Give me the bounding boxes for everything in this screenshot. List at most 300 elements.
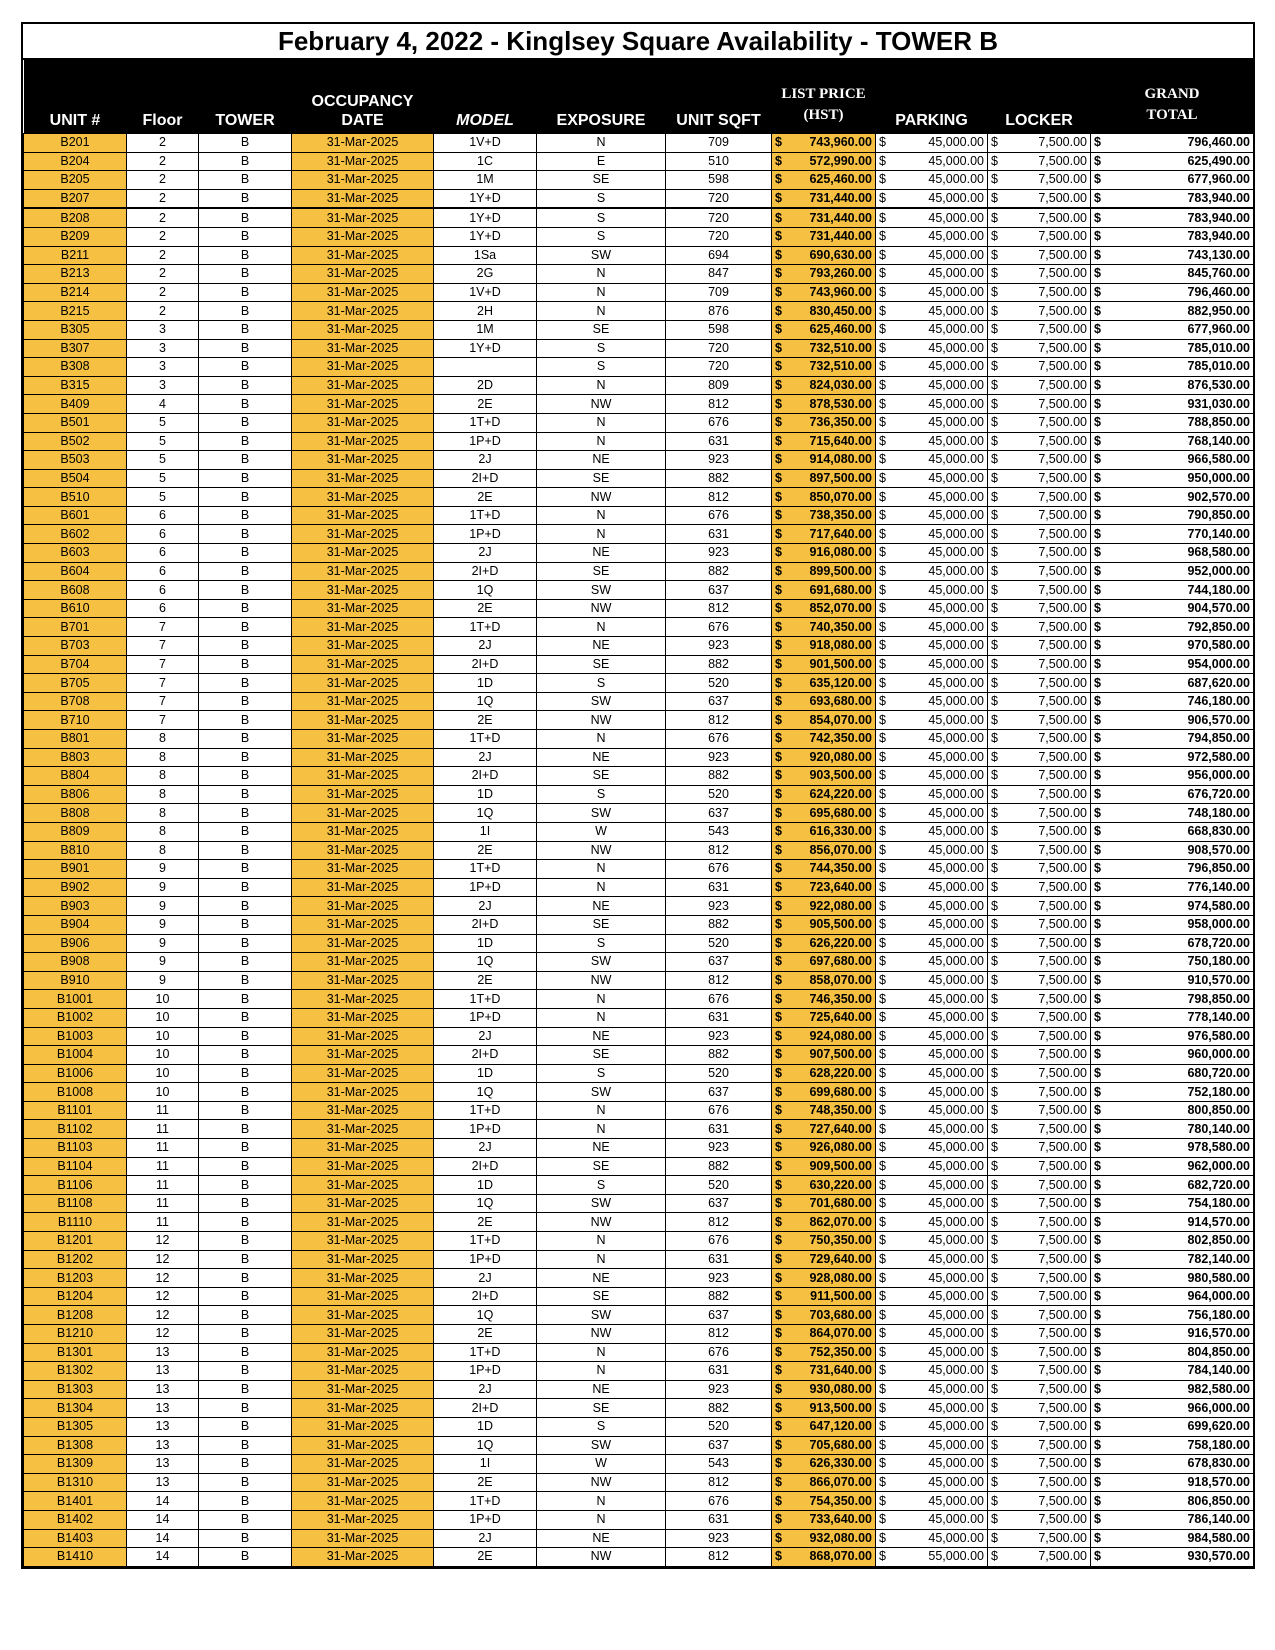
parking-cell: $ 45,000.00 bbox=[876, 1399, 988, 1418]
floor-cell: 11 bbox=[127, 1101, 199, 1120]
occupancy-date-cell: 31-Mar-2025 bbox=[292, 822, 434, 841]
parking-cell: $ 45,000.00 bbox=[876, 562, 988, 581]
unit-sqft-cell: 637 bbox=[666, 1194, 772, 1213]
locker-cell: $ 7,500.00 bbox=[988, 189, 1091, 208]
occupancy-date-cell: 31-Mar-2025 bbox=[292, 897, 434, 916]
unit-sqft-cell: 709 bbox=[666, 134, 772, 153]
exposure-cell: SE bbox=[537, 171, 666, 190]
model-cell: 2E bbox=[434, 841, 537, 860]
model-cell: 2E bbox=[434, 395, 537, 414]
model-cell: 2I+D bbox=[434, 1046, 537, 1065]
table-row bbox=[24, 1548, 1254, 1567]
locker-cell: $ 7,500.00 bbox=[988, 990, 1091, 1009]
parking-cell: $ 45,000.00 bbox=[876, 1194, 988, 1213]
exposure-cell: SE bbox=[537, 915, 666, 934]
tower-cell: B bbox=[199, 152, 292, 171]
locker-cell: $ 7,500.00 bbox=[988, 320, 1091, 339]
grand-total-cell: $ 916,570.00 bbox=[1091, 1325, 1254, 1344]
tower-cell: B bbox=[199, 1157, 292, 1176]
unit-cell: B610 bbox=[24, 599, 127, 618]
exposure-cell: NW bbox=[537, 711, 666, 730]
model-cell: 1Y+D bbox=[434, 208, 537, 227]
model-cell: 1T+D bbox=[434, 506, 537, 525]
grand-total-cell: $ 914,570.00 bbox=[1091, 1213, 1254, 1232]
model-cell: 2J bbox=[434, 1139, 537, 1158]
unit-sqft-cell: 812 bbox=[666, 488, 772, 507]
grand-total-cell: $ 910,570.00 bbox=[1091, 971, 1254, 990]
occupancy-date-cell: 31-Mar-2025 bbox=[292, 544, 434, 563]
table-row bbox=[24, 413, 1254, 432]
occupancy-date-cell: 31-Mar-2025 bbox=[292, 208, 434, 227]
floor-cell: 6 bbox=[127, 562, 199, 581]
tower-cell: B bbox=[199, 1380, 292, 1399]
parking-cell: $ 45,000.00 bbox=[876, 1101, 988, 1120]
exposure-cell: NE bbox=[537, 748, 666, 767]
model-cell: 2I+D bbox=[434, 562, 537, 581]
occupancy-date-cell: 31-Mar-2025 bbox=[292, 1529, 434, 1548]
model-cell: 1P+D bbox=[434, 525, 537, 544]
list-price-cell: $ 743,960.00 bbox=[772, 283, 876, 302]
grand-total-cell: $ 802,850.00 bbox=[1091, 1232, 1254, 1251]
table-row bbox=[24, 692, 1254, 711]
exposure-cell: SW bbox=[537, 1306, 666, 1325]
floor-cell: 14 bbox=[127, 1529, 199, 1548]
parking-cell: $ 45,000.00 bbox=[876, 1380, 988, 1399]
unit-sqft-cell: 882 bbox=[666, 1157, 772, 1176]
occupancy-date-cell: 31-Mar-2025 bbox=[292, 953, 434, 972]
model-cell: 2E bbox=[434, 488, 537, 507]
unit-sqft-cell: 812 bbox=[666, 1548, 772, 1567]
unit-cell: B710 bbox=[24, 711, 127, 730]
model-cell: 2J bbox=[434, 748, 537, 767]
unit-cell: B810 bbox=[24, 841, 127, 860]
table-row bbox=[24, 1194, 1254, 1213]
table-row bbox=[24, 655, 1254, 674]
list-price-cell: $ 858,070.00 bbox=[772, 971, 876, 990]
model-cell: 2D bbox=[434, 376, 537, 395]
unit-cell: B204 bbox=[24, 152, 127, 171]
floor-cell: 6 bbox=[127, 599, 199, 618]
occupancy-date-cell: 31-Mar-2025 bbox=[292, 990, 434, 1009]
parking-cell: $ 45,000.00 bbox=[876, 1008, 988, 1027]
floor-cell: 8 bbox=[127, 841, 199, 860]
exposure-cell: N bbox=[537, 990, 666, 1009]
occupancy-date-cell: 31-Mar-2025 bbox=[292, 915, 434, 934]
model-cell: 1M bbox=[434, 171, 537, 190]
parking-cell: $ 45,000.00 bbox=[876, 488, 988, 507]
unit-sqft-cell: 923 bbox=[666, 1529, 772, 1548]
parking-cell: $ 45,000.00 bbox=[876, 152, 988, 171]
model-cell: 1Q bbox=[434, 804, 537, 823]
table-row bbox=[24, 1250, 1254, 1269]
unit-cell: B908 bbox=[24, 953, 127, 972]
parking-cell: $ 45,000.00 bbox=[876, 1529, 988, 1548]
unit-cell: B1303 bbox=[24, 1380, 127, 1399]
table-row bbox=[24, 1380, 1254, 1399]
parking-cell: $ 45,000.00 bbox=[876, 730, 988, 749]
locker-cell: $ 7,500.00 bbox=[988, 878, 1091, 897]
grand-total-cell: $ 950,000.00 bbox=[1091, 469, 1254, 488]
table-row bbox=[24, 748, 1254, 767]
list-price-cell: $ 864,070.00 bbox=[772, 1325, 876, 1344]
exposure-cell: SE bbox=[537, 1157, 666, 1176]
occupancy-date-cell: 31-Mar-2025 bbox=[292, 189, 434, 208]
tower-cell: B bbox=[199, 413, 292, 432]
table-row bbox=[24, 1120, 1254, 1139]
tower-cell: B bbox=[199, 1046, 292, 1065]
table-row bbox=[24, 822, 1254, 841]
locker-cell: $ 7,500.00 bbox=[988, 265, 1091, 284]
exposure-cell: N bbox=[537, 1250, 666, 1269]
parking-cell: $ 55,000.00 bbox=[876, 1548, 988, 1567]
floor-cell: 12 bbox=[127, 1306, 199, 1325]
locker-cell: $ 7,500.00 bbox=[988, 1343, 1091, 1362]
model-cell: 1I bbox=[434, 1455, 537, 1474]
locker-cell: $ 7,500.00 bbox=[988, 246, 1091, 265]
grand-total-cell: $ 744,180.00 bbox=[1091, 581, 1254, 600]
tower-cell: B bbox=[199, 1008, 292, 1027]
model-cell: 1T+D bbox=[434, 730, 537, 749]
unit-sqft-cell: 882 bbox=[666, 562, 772, 581]
parking-cell: $ 45,000.00 bbox=[876, 358, 988, 377]
exposure-cell: SE bbox=[537, 1287, 666, 1306]
unit-sqft-cell: 637 bbox=[666, 953, 772, 972]
exposure-cell: SW bbox=[537, 692, 666, 711]
exposure-cell: N bbox=[537, 1510, 666, 1529]
table-row bbox=[24, 1325, 1254, 1344]
unit-sqft-cell: 637 bbox=[666, 1083, 772, 1102]
parking-cell: $ 45,000.00 bbox=[876, 246, 988, 265]
exposure-cell: N bbox=[537, 283, 666, 302]
list-price-cell: $ 754,350.00 bbox=[772, 1492, 876, 1511]
locker-cell: $ 7,500.00 bbox=[988, 841, 1091, 860]
table-row bbox=[24, 1083, 1254, 1102]
exposure-cell: NW bbox=[537, 395, 666, 414]
unit-cell: B701 bbox=[24, 618, 127, 637]
occupancy-date-cell: 31-Mar-2025 bbox=[292, 1492, 434, 1511]
locker-cell: $ 7,500.00 bbox=[988, 469, 1091, 488]
header-locker: LOCKER bbox=[988, 60, 1091, 134]
floor-cell: 2 bbox=[127, 152, 199, 171]
table-row bbox=[24, 1287, 1254, 1306]
table-row bbox=[24, 339, 1254, 358]
tower-cell: B bbox=[199, 934, 292, 953]
occupancy-date-cell: 31-Mar-2025 bbox=[292, 1008, 434, 1027]
grand-total-cell: $ 687,620.00 bbox=[1091, 674, 1254, 693]
grand-total-cell: $ 876,530.00 bbox=[1091, 376, 1254, 395]
unit-cell: B1201 bbox=[24, 1232, 127, 1251]
floor-cell: 9 bbox=[127, 878, 199, 897]
occupancy-date-cell: 31-Mar-2025 bbox=[292, 227, 434, 246]
occupancy-date-cell: 31-Mar-2025 bbox=[292, 767, 434, 786]
unit-sqft-cell: 520 bbox=[666, 1417, 772, 1436]
tower-cell: B bbox=[199, 860, 292, 879]
grand-total-cell: $ 796,460.00 bbox=[1091, 283, 1254, 302]
locker-cell: $ 7,500.00 bbox=[988, 1176, 1091, 1195]
model-cell: 2E bbox=[434, 1548, 537, 1567]
parking-cell: $ 45,000.00 bbox=[876, 189, 988, 208]
parking-cell: $ 45,000.00 bbox=[876, 451, 988, 470]
parking-cell: $ 45,000.00 bbox=[876, 302, 988, 321]
locker-cell: $ 7,500.00 bbox=[988, 544, 1091, 563]
list-price-cell: $ 744,350.00 bbox=[772, 860, 876, 879]
list-price-cell: $ 626,330.00 bbox=[772, 1455, 876, 1474]
locker-cell: $ 7,500.00 bbox=[988, 1064, 1091, 1083]
locker-cell: $ 7,500.00 bbox=[988, 730, 1091, 749]
floor-cell: 11 bbox=[127, 1120, 199, 1139]
occupancy-date-cell: 31-Mar-2025 bbox=[292, 841, 434, 860]
locker-cell: $ 7,500.00 bbox=[988, 1008, 1091, 1027]
table-row bbox=[24, 1157, 1254, 1176]
parking-cell: $ 45,000.00 bbox=[876, 469, 988, 488]
floor-cell: 8 bbox=[127, 730, 199, 749]
model-cell: 1T+D bbox=[434, 618, 537, 637]
unit-cell: B1301 bbox=[24, 1343, 127, 1362]
exposure-cell: NW bbox=[537, 971, 666, 990]
tower-cell: B bbox=[199, 451, 292, 470]
exposure-cell: SE bbox=[537, 767, 666, 786]
tower-cell: B bbox=[199, 674, 292, 693]
occupancy-date-cell: 31-Mar-2025 bbox=[292, 1176, 434, 1195]
unit-sqft-cell: 812 bbox=[666, 971, 772, 990]
tower-cell: B bbox=[199, 990, 292, 1009]
unit-sqft-cell: 923 bbox=[666, 748, 772, 767]
unit-sqft-cell: 520 bbox=[666, 934, 772, 953]
unit-cell: B307 bbox=[24, 339, 127, 358]
unit-cell: B904 bbox=[24, 915, 127, 934]
exposure-cell: N bbox=[537, 413, 666, 432]
occupancy-date-cell: 31-Mar-2025 bbox=[292, 581, 434, 600]
unit-cell: B1210 bbox=[24, 1325, 127, 1344]
exposure-cell: NW bbox=[537, 1473, 666, 1492]
unit-cell: B201 bbox=[24, 134, 127, 153]
list-price-cell: $ 690,630.00 bbox=[772, 246, 876, 265]
occupancy-date-cell: 31-Mar-2025 bbox=[292, 618, 434, 637]
locker-cell: $ 7,500.00 bbox=[988, 655, 1091, 674]
tower-cell: B bbox=[199, 189, 292, 208]
exposure-cell: NE bbox=[537, 1529, 666, 1548]
parking-cell: $ 45,000.00 bbox=[876, 413, 988, 432]
locker-cell: $ 7,500.00 bbox=[988, 562, 1091, 581]
locker-cell: $ 7,500.00 bbox=[988, 227, 1091, 246]
parking-cell: $ 45,000.00 bbox=[876, 655, 988, 674]
exposure-cell: S bbox=[537, 189, 666, 208]
occupancy-date-cell: 31-Mar-2025 bbox=[292, 246, 434, 265]
grand-total-cell: $ 904,570.00 bbox=[1091, 599, 1254, 618]
list-price-cell: $ 830,450.00 bbox=[772, 302, 876, 321]
tower-cell: B bbox=[199, 1362, 292, 1381]
exposure-cell: W bbox=[537, 822, 666, 841]
list-price-cell: $ 924,080.00 bbox=[772, 1027, 876, 1046]
occupancy-date-cell: 31-Mar-2025 bbox=[292, 1548, 434, 1567]
parking-cell: $ 45,000.00 bbox=[876, 525, 988, 544]
list-price-cell: $ 715,640.00 bbox=[772, 432, 876, 451]
unit-cell: B602 bbox=[24, 525, 127, 544]
unit-sqft-cell: 882 bbox=[666, 915, 772, 934]
tower-cell: B bbox=[199, 1287, 292, 1306]
unit-sqft-cell: 882 bbox=[666, 469, 772, 488]
exposure-cell: N bbox=[537, 1232, 666, 1251]
grand-total-cell: $ 798,850.00 bbox=[1091, 990, 1254, 1009]
tower-cell: B bbox=[199, 730, 292, 749]
floor-cell: 11 bbox=[127, 1213, 199, 1232]
locker-cell: $ 7,500.00 bbox=[988, 1287, 1091, 1306]
floor-cell: 3 bbox=[127, 376, 199, 395]
locker-cell: $ 7,500.00 bbox=[988, 152, 1091, 171]
model-cell: 1D bbox=[434, 934, 537, 953]
unit-cell: B906 bbox=[24, 934, 127, 953]
unit-cell: B1003 bbox=[24, 1027, 127, 1046]
grand-total-cell: $ 746,180.00 bbox=[1091, 692, 1254, 711]
exposure-cell: NE bbox=[537, 1027, 666, 1046]
tower-cell: B bbox=[199, 395, 292, 414]
model-cell: 1V+D bbox=[434, 134, 537, 153]
header-tower: TOWER bbox=[199, 60, 292, 134]
exposure-cell: N bbox=[537, 506, 666, 525]
occupancy-date-cell: 31-Mar-2025 bbox=[292, 134, 434, 153]
unit-sqft-cell: 676 bbox=[666, 1492, 772, 1511]
locker-cell: $ 7,500.00 bbox=[988, 1455, 1091, 1474]
locker-cell: $ 7,500.00 bbox=[988, 618, 1091, 637]
list-price-cell: $ 866,070.00 bbox=[772, 1473, 876, 1492]
exposure-cell: SW bbox=[537, 804, 666, 823]
parking-cell: $ 45,000.00 bbox=[876, 1232, 988, 1251]
locker-cell: $ 7,500.00 bbox=[988, 934, 1091, 953]
list-price-cell: $ 862,070.00 bbox=[772, 1213, 876, 1232]
grand-total-cell: $ 970,580.00 bbox=[1091, 637, 1254, 656]
table-row bbox=[24, 1417, 1254, 1436]
grand-total-cell: $ 778,140.00 bbox=[1091, 1008, 1254, 1027]
grand-total-cell: $ 794,850.00 bbox=[1091, 730, 1254, 749]
tower-cell: B bbox=[199, 618, 292, 637]
unit-cell: B901 bbox=[24, 860, 127, 879]
list-price-cell: $ 616,330.00 bbox=[772, 822, 876, 841]
floor-cell: 14 bbox=[127, 1548, 199, 1567]
grand-total-cell: $ 984,580.00 bbox=[1091, 1529, 1254, 1548]
availability-table bbox=[23, 60, 1254, 1567]
locker-cell: $ 7,500.00 bbox=[988, 915, 1091, 934]
floor-cell: 13 bbox=[127, 1362, 199, 1381]
unit-cell: B1208 bbox=[24, 1306, 127, 1325]
unit-cell: B1110 bbox=[24, 1213, 127, 1232]
unit-cell: B1401 bbox=[24, 1492, 127, 1511]
parking-cell: $ 45,000.00 bbox=[876, 915, 988, 934]
parking-cell: $ 45,000.00 bbox=[876, 1027, 988, 1046]
floor-cell: 10 bbox=[127, 1008, 199, 1027]
unit-cell: B705 bbox=[24, 674, 127, 693]
grand-total-cell: $ 906,570.00 bbox=[1091, 711, 1254, 730]
floor-cell: 5 bbox=[127, 451, 199, 470]
parking-cell: $ 45,000.00 bbox=[876, 227, 988, 246]
tower-cell: B bbox=[199, 171, 292, 190]
model-cell: 2G bbox=[434, 265, 537, 284]
grand-total-cell: $ 954,000.00 bbox=[1091, 655, 1254, 674]
locker-cell: $ 7,500.00 bbox=[988, 1325, 1091, 1344]
unit-cell: B1004 bbox=[24, 1046, 127, 1065]
locker-cell: $ 7,500.00 bbox=[988, 860, 1091, 879]
floor-cell: 2 bbox=[127, 208, 199, 227]
exposure-cell: NE bbox=[537, 1269, 666, 1288]
unit-sqft-cell: 720 bbox=[666, 358, 772, 377]
unit-cell: B1308 bbox=[24, 1436, 127, 1455]
unit-sqft-cell: 631 bbox=[666, 1008, 772, 1027]
list-price-cell: $ 625,460.00 bbox=[772, 320, 876, 339]
model-cell: 1T+D bbox=[434, 990, 537, 1009]
unit-cell: B1104 bbox=[24, 1157, 127, 1176]
model-cell: 2H bbox=[434, 302, 537, 321]
unit-cell: B502 bbox=[24, 432, 127, 451]
model-cell: 1Q bbox=[434, 1083, 537, 1102]
occupancy-date-cell: 31-Mar-2025 bbox=[292, 674, 434, 693]
floor-cell: 9 bbox=[127, 860, 199, 879]
parking-cell: $ 45,000.00 bbox=[876, 1510, 988, 1529]
floor-cell: 7 bbox=[127, 637, 199, 656]
unit-sqft-cell: 809 bbox=[666, 376, 772, 395]
occupancy-date-cell: 31-Mar-2025 bbox=[292, 1027, 434, 1046]
model-cell: 1P+D bbox=[434, 1250, 537, 1269]
parking-cell: $ 45,000.00 bbox=[876, 1417, 988, 1436]
unit-cell: B305 bbox=[24, 320, 127, 339]
list-price-cell: $ 868,070.00 bbox=[772, 1548, 876, 1567]
locker-cell: $ 7,500.00 bbox=[988, 525, 1091, 544]
unit-sqft-cell: 882 bbox=[666, 1399, 772, 1418]
unit-cell: B1402 bbox=[24, 1510, 127, 1529]
unit-cell: B910 bbox=[24, 971, 127, 990]
list-price-cell: $ 878,530.00 bbox=[772, 395, 876, 414]
parking-cell: $ 45,000.00 bbox=[876, 320, 988, 339]
floor-cell: 6 bbox=[127, 544, 199, 563]
occupancy-date-cell: 31-Mar-2025 bbox=[292, 637, 434, 656]
grand-total-cell: $ 790,850.00 bbox=[1091, 506, 1254, 525]
floor-cell: 10 bbox=[127, 990, 199, 1009]
exposure-cell: NW bbox=[537, 1325, 666, 1344]
occupancy-date-cell: 31-Mar-2025 bbox=[292, 1399, 434, 1418]
model-cell: 1P+D bbox=[434, 1510, 537, 1529]
grand-total-cell: $ 743,130.00 bbox=[1091, 246, 1254, 265]
table-row bbox=[24, 451, 1254, 470]
floor-cell: 2 bbox=[127, 171, 199, 190]
model-cell: 1Sa bbox=[434, 246, 537, 265]
locker-cell: $ 7,500.00 bbox=[988, 1213, 1091, 1232]
table-row bbox=[24, 841, 1254, 860]
exposure-cell: NE bbox=[537, 1380, 666, 1399]
occupancy-date-cell: 31-Mar-2025 bbox=[292, 525, 434, 544]
exposure-cell: N bbox=[537, 376, 666, 395]
grand-total-cell: $ 676,720.00 bbox=[1091, 785, 1254, 804]
exposure-cell: SW bbox=[537, 246, 666, 265]
grand-total-cell: $ 668,830.00 bbox=[1091, 822, 1254, 841]
list-price-cell: $ 916,080.00 bbox=[772, 544, 876, 563]
locker-cell: $ 7,500.00 bbox=[988, 1139, 1091, 1158]
grand-total-cell: $ 748,180.00 bbox=[1091, 804, 1254, 823]
tower-cell: B bbox=[199, 711, 292, 730]
parking-cell: $ 45,000.00 bbox=[876, 1046, 988, 1065]
model-cell: 1Q bbox=[434, 953, 537, 972]
parking-cell: $ 45,000.00 bbox=[876, 1473, 988, 1492]
tower-cell: B bbox=[199, 1343, 292, 1362]
model-cell: 2J bbox=[434, 1269, 537, 1288]
exposure-cell: SW bbox=[537, 953, 666, 972]
grand-total-cell: $ 845,760.00 bbox=[1091, 265, 1254, 284]
occupancy-date-cell: 31-Mar-2025 bbox=[292, 1139, 434, 1158]
grand-total-cell: $ 966,580.00 bbox=[1091, 451, 1254, 470]
unit-sqft-cell: 631 bbox=[666, 525, 772, 544]
table-row bbox=[24, 469, 1254, 488]
occupancy-date-cell: 31-Mar-2025 bbox=[292, 376, 434, 395]
floor-cell: 13 bbox=[127, 1380, 199, 1399]
parking-cell: $ 45,000.00 bbox=[876, 841, 988, 860]
list-price-cell: $ 727,640.00 bbox=[772, 1120, 876, 1139]
